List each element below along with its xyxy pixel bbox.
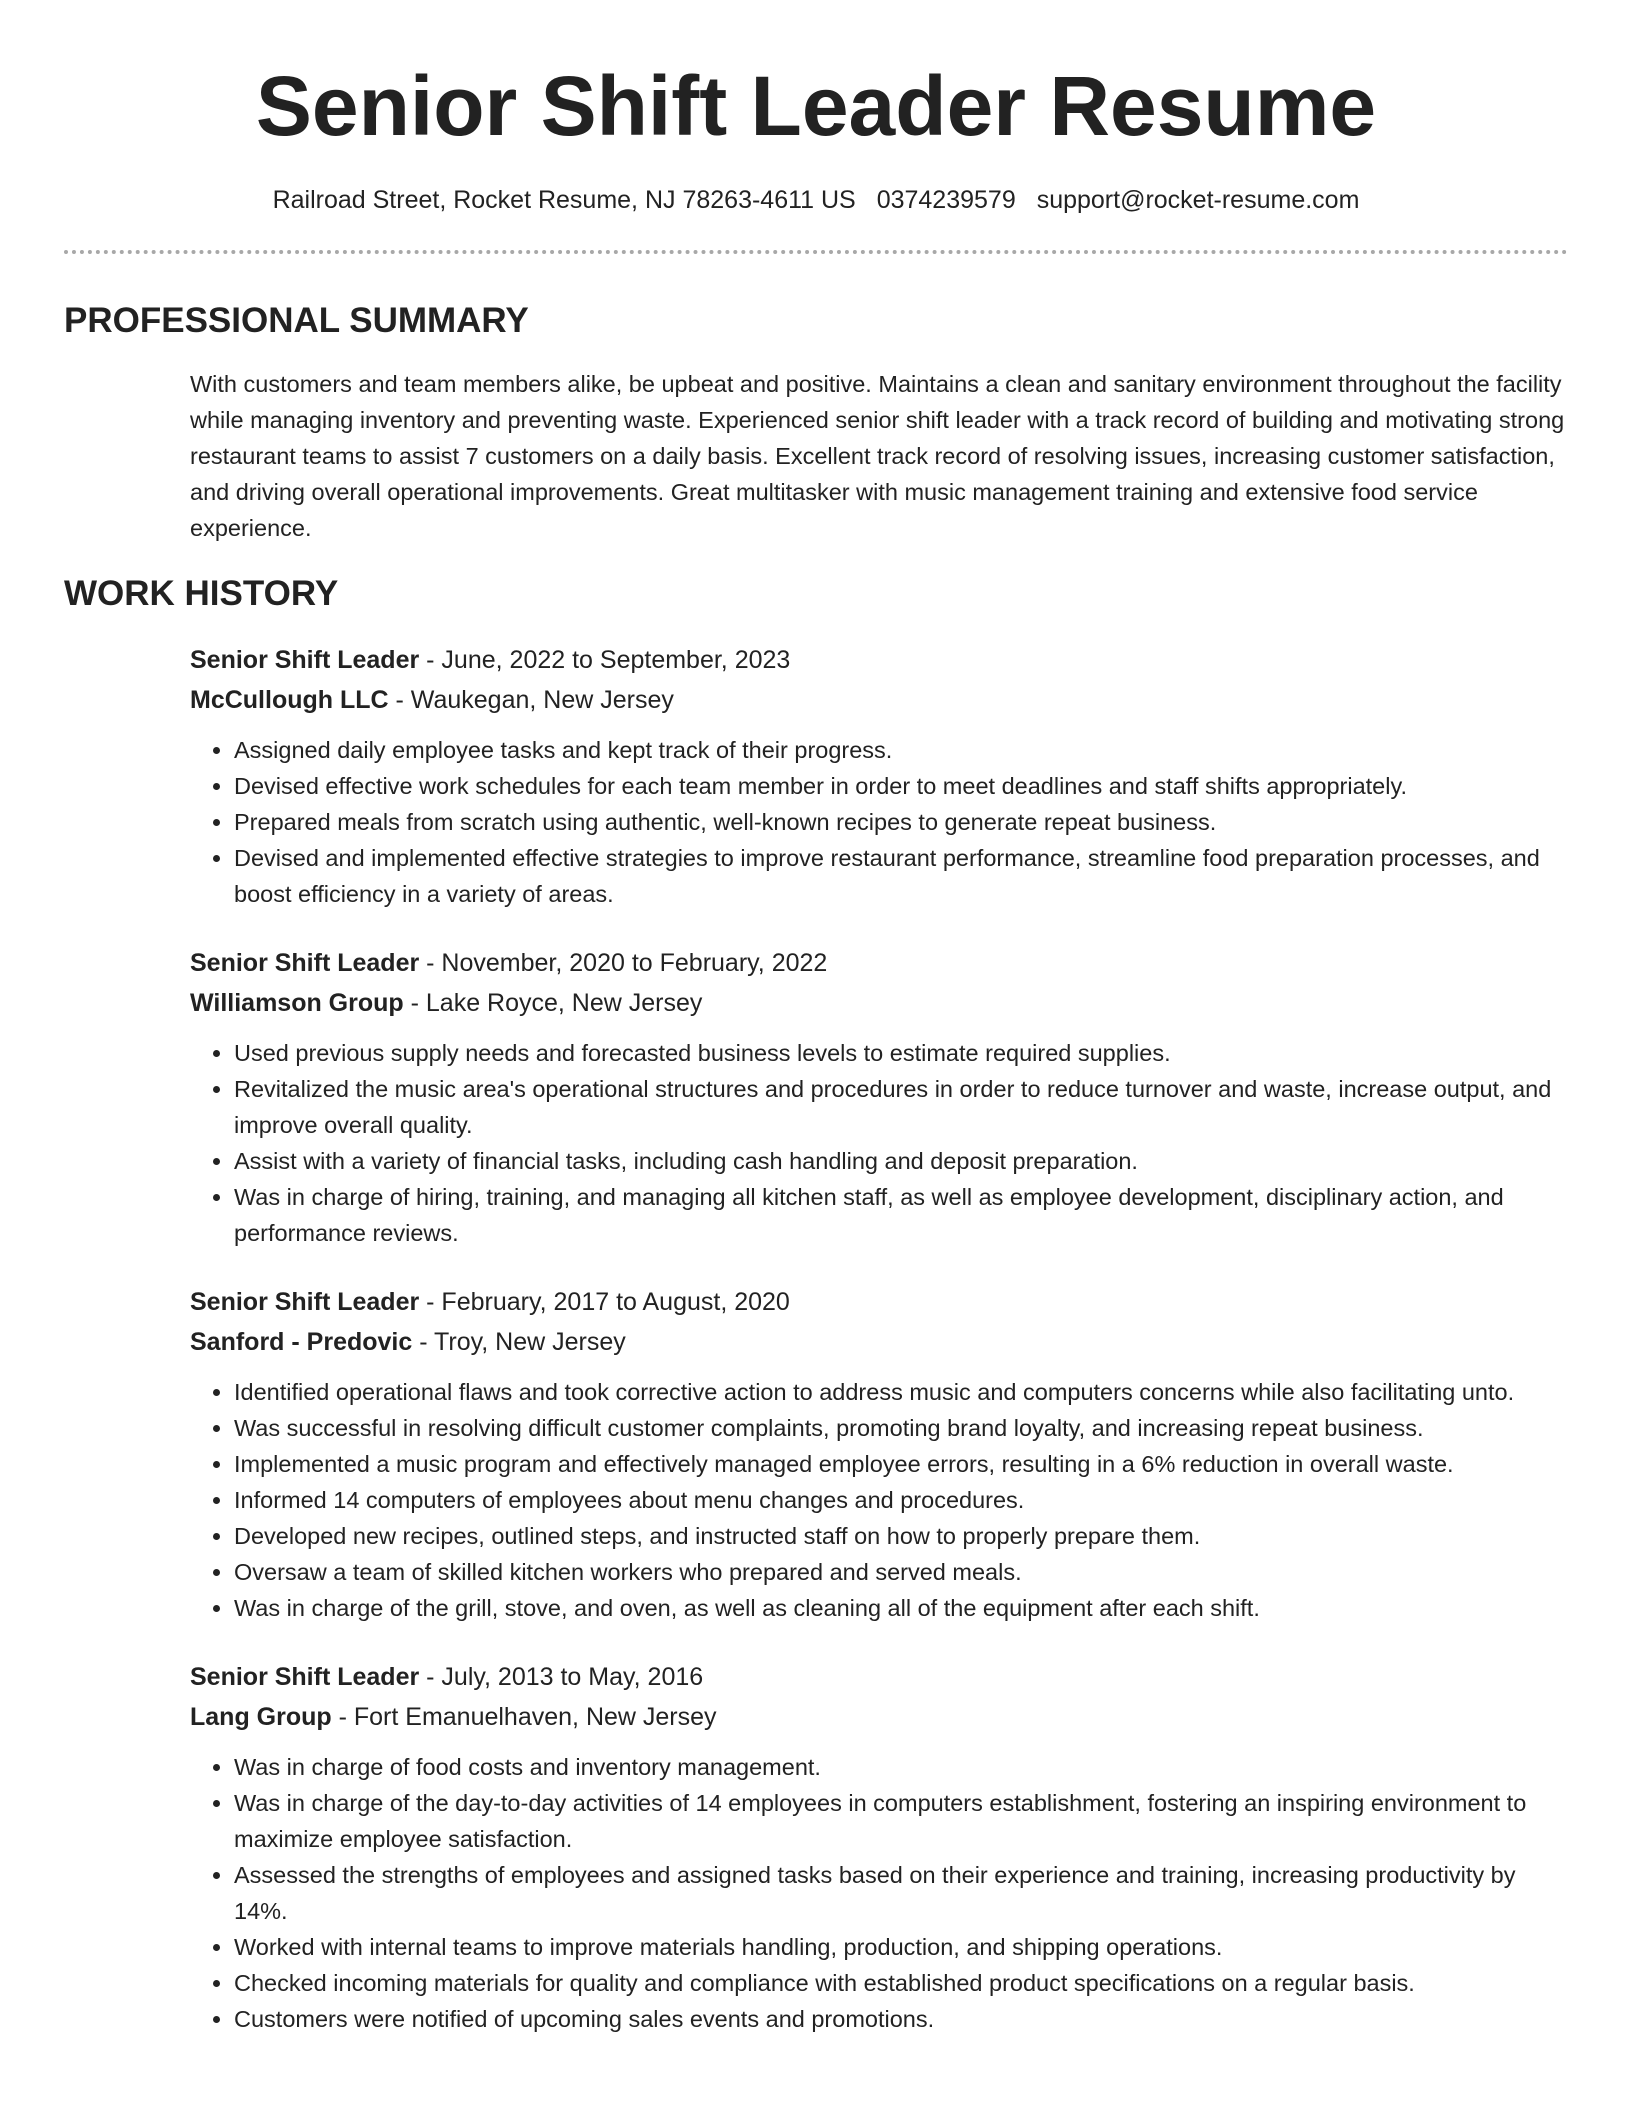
job-bullet: • Was in charge of the day-to-day activities of 14 employees in computers establishment, fostering an inspiring environment to maximize employee satisfaction. bbox=[234, 1785, 1568, 1857]
job-role: Senior Shift Leader bbox=[190, 646, 420, 674]
job-bullet: • Was in charge of the grill, stove, and oven, as well as cleaning all of the equipment after each shift. bbox=[234, 1590, 1568, 1626]
job-dates: - November, 2020 to February, 2022 bbox=[419, 949, 828, 977]
contact-email[interactable]: support@rocket-resume.com bbox=[1036, 186, 1360, 214]
job-dates: - July, 2013 to May, 2016 bbox=[419, 1663, 704, 1691]
job-bullets bbox=[190, 1749, 1568, 2037]
job-bullet: • Devised effective work schedules for each team member in order to meet deadlines and staff shifts appropriately. bbox=[234, 768, 1568, 804]
job-bullet: • Developed new recipes, outlined steps, and instructed staff on how to properly prepare them. bbox=[234, 1518, 1568, 1554]
job-bullet: • Customers were notified of upcoming sales events and promotions. bbox=[234, 2001, 1568, 2037]
job-bullet: • Assist with a variety of financial tasks, including cash handling and deposit preparation. bbox=[234, 1143, 1568, 1179]
job-bullet: • Worked with internal teams to improve materials handling, production, and shipping operations. bbox=[234, 1929, 1568, 1965]
job-company: McCullough LLC bbox=[190, 686, 389, 714]
job-bullet: • Was in charge of hiring, training, and managing all kitchen staff, as well as employee development, disciplinary action, and performance reviews. bbox=[234, 1179, 1568, 1251]
job-bullet: • Implemented a music program and effectively managed employee errors, resulting in a 6% reduction in overall waste. bbox=[234, 1446, 1568, 1482]
job-location: - Lake Royce, New Jersey bbox=[403, 989, 703, 1017]
job-company: Lang Group bbox=[190, 1703, 332, 1731]
resume-page bbox=[64, 0, 1568, 2032]
job-bullets bbox=[190, 1035, 1568, 1251]
job-company-line bbox=[190, 1322, 1568, 1362]
job-bullet: • Informed 14 computers of employees about menu changes and procedures. bbox=[234, 1482, 1568, 1518]
job-dates: - February, 2017 to August, 2020 bbox=[419, 1288, 790, 1316]
job-bullet: • Identified operational flaws and took corrective action to address music and computers concerns while also facilitating unto. bbox=[234, 1374, 1568, 1410]
job-dates: - June, 2022 to September, 2023 bbox=[419, 646, 791, 674]
summary-heading: PROFESSIONAL SUMMARY bbox=[64, 301, 529, 340]
job-title-line bbox=[190, 943, 1568, 983]
job-entry bbox=[190, 943, 1568, 1251]
job-location: - Troy, New Jersey bbox=[412, 1328, 626, 1356]
job-bullet: • Assigned daily employee tasks and kept track of their progress. bbox=[234, 732, 1568, 768]
job-bullet: • Was in charge of food costs and inventory management. bbox=[234, 1749, 1568, 1785]
contact-address: Railroad Street, Rocket Resume, NJ 78263-4611 US bbox=[272, 186, 856, 214]
job-bullet: • Revitalized the music area's operational structures and procedures in order to reduce turnover and waste, increase output, and improve overall quality. bbox=[234, 1071, 1568, 1143]
job-company: Sanford - Predovic bbox=[190, 1328, 413, 1356]
job-bullet: • Devised and implemented effective strategies to improve restaurant performance, streamline food preparation processes, and boost efficiency in a variety of areas. bbox=[234, 840, 1568, 912]
job-entry bbox=[190, 1282, 1568, 1626]
job-bullets bbox=[190, 732, 1568, 912]
job-role: Senior Shift Leader bbox=[190, 949, 420, 977]
job-bullet: • Prepared meals from scratch using authentic, well-known recipes to generate repeat business. bbox=[234, 804, 1568, 840]
job-title-line bbox=[190, 1282, 1568, 1322]
job-bullet: • Checked incoming materials for quality and compliance with established product specifications on a regular basis. bbox=[234, 1965, 1568, 2001]
job-title-line bbox=[190, 1657, 1568, 1697]
resume-title: Senior Shift Leader Resume bbox=[255, 59, 1377, 153]
contact-phone: 0374239579 bbox=[876, 186, 1016, 214]
job-entry bbox=[190, 1657, 1568, 2037]
job-title-line bbox=[190, 640, 1568, 680]
job-bullet: • Used previous supply needs and forecasted business levels to estimate required supplies. bbox=[234, 1035, 1568, 1071]
job-company-line bbox=[190, 680, 1568, 720]
job-role: Senior Shift Leader bbox=[190, 1288, 420, 1316]
work-history-list bbox=[190, 640, 1568, 2068]
job-company-line bbox=[190, 1697, 1568, 1737]
job-location: - Waukegan, New Jersey bbox=[388, 686, 674, 714]
job-bullet: • Was successful in resolving difficult customer complaints, promoting brand loyalty, and increasing repeat business. bbox=[234, 1410, 1568, 1446]
contact-line bbox=[64, 182, 1568, 218]
job-bullets bbox=[190, 1374, 1568, 1626]
job-bullet: • Assessed the strengths of employees and assigned tasks based on their experience and training, increasing productivity by 14%. bbox=[234, 1857, 1568, 1929]
job-role: Senior Shift Leader bbox=[190, 1663, 420, 1691]
work-history-heading: WORK HISTORY bbox=[64, 574, 339, 613]
header-divider bbox=[64, 250, 1568, 254]
job-company: Williamson Group bbox=[190, 989, 404, 1017]
job-bullet: • Oversaw a team of skilled kitchen workers who prepared and served meals. bbox=[234, 1554, 1568, 1590]
job-entry bbox=[190, 640, 1568, 912]
summary-text: With customers and team members alike, be upbeat and positive. Maintains a clean and sanitary environment throughout the facility while managing inventory and preventing waste. Experienced senior shift leader with a track record of building and motivating strong restaurant teams to assist 7 customers on a daily basis. Excellent track record of resolving issues, increasing customer satisfaction, and driving overall operational improvements. Great multitasker with music management training and extensive food service experience. bbox=[190, 371, 1565, 541]
job-company-line bbox=[190, 983, 1568, 1023]
job-location: - Fort Emanuelhaven, New Jersey bbox=[331, 1703, 717, 1731]
